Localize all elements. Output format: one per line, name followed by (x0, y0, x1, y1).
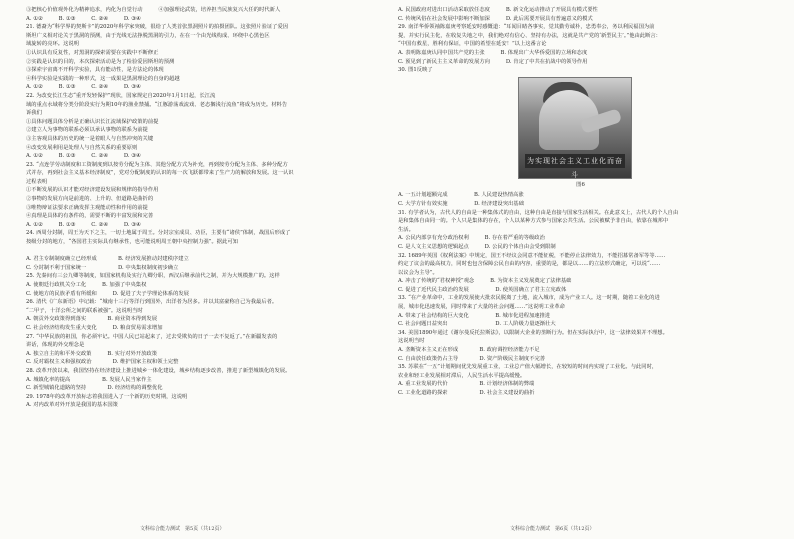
figure-caption: 图6 (576, 181, 585, 188)
text-line: 生活。 (398, 226, 414, 233)
text-line: A. 公民内部享有充分政治权利 B. 存在着严重的等级政治 (398, 235, 545, 242)
text-line: 诉我们 (26, 110, 42, 117)
text-line: A. 表明陈嘉庚认同中国共产党的主张 B. 体现出广大华侨爱国的立场和态度 (398, 49, 588, 56)
text-line: A. 垄断资本主义正在形成 B. 政府调控经济能力不足 (398, 347, 540, 354)
text-line: 28. 改革开放以来，我国坚持在经济建设上推进城乡一体化建设，城乡结构逐步改善，推进了新型城镇化的发展。 (26, 367, 291, 374)
text-line: 30. 图1反映了 (398, 67, 433, 74)
text-line: A. 君主专制制度确立已经形成 B. 经济发展推动封建秩序建立 (26, 256, 189, 263)
text-line: 21. 德裔为“科学界的契斯卡”的2020年科学家突破，很给了人类首张黑洞照片的拍摄团队。这张照片验证了爱因 (26, 24, 289, 31)
text-line (26, 247, 391, 256)
text-line: 33. “在产业革命中，工业的发展使大批农民脱离了土地，流入城市，成为产业工人。这一时期，随着工业化的进 (398, 295, 660, 302)
text-line: A. 独立自主的和平外交政策 B. 实行对外开放政策 (26, 350, 157, 357)
text-line: A. ①② B. ①③ C. ②④ D. ③④ (26, 84, 141, 91)
text-line: A. 城镇化率的提高 B. 发展人民当家作主 (26, 376, 152, 383)
text-line: 是和集体自由同一的。个人只是集体的存在，个人以某种方式参与国家公共生活。公民被赋予非自由，依靠在城邦中 (398, 218, 669, 225)
text-line: A. 一五计划超额完成 B. 人民建设热情高涨 (398, 192, 524, 199)
poster-figure (518, 77, 632, 179)
text-line: C. 预见到了新民主主义革命的发展方向 D. 肯定了中共在抗战中的领导作用 (398, 58, 588, 65)
left-column (26, 6, 391, 410)
text-line: 农业和轻工业发展相对滞后，人民生活水平提高缓慢。 (398, 372, 526, 379)
text-line: A. 民国政府对进出口活动采取放任态度 B. 新文化运动推动了开展具有模式要性 (398, 7, 598, 13)
text-line: 以议会为主导”。 (398, 269, 438, 276)
text-line: C. 是人文主义思想的逻辑起点 D. 公民的个体自由会受到限制 (398, 243, 556, 250)
text-line: ④真理是具体的有条件的，需要不断的丰富发展和完善 (26, 213, 154, 220)
text-line: 域旋转的亮环。这说明 (26, 41, 79, 48)
text-line: 过程表明 (26, 178, 48, 185)
text-line: ①认识具有反复性，对黑洞的探索需要在实践中不断修正 (26, 49, 159, 56)
text-line: 24. 西周分封制，周王为天下之主，一切土地属于周王。分封宗室成员、功臣，主要有“诸侯”体制，战国后形成了 (26, 230, 291, 237)
right-column (398, 6, 763, 398)
text-line: C. 社会问题日益突出 D. 工人阶级力量逐渐壮大 (398, 321, 556, 328)
text-line: C. 传统风俗在社会发展中影响不断加深 D. 此后需要开展具有普遍意义的模式 (398, 15, 593, 22)
text-line: C. 促进了近代民主政治的发展 D. 使英国确立了君主立宪政体 (398, 286, 567, 293)
text-line: C. 大学方针有效实施 D. 经济建设突出基础 (398, 200, 524, 207)
text-line: 展，城市化迅速发展，同时带来了大量的社会问题……”这说明工业革命 (398, 304, 565, 311)
text-line: 25. 先秦间有三公九卿等制度，如国家机构及实行九卿分职，西汉后继承前代之制，并为大规模推广的。这样 (26, 273, 280, 280)
text-line: A. 使朝廷行政机关分工化 B. 加强了中央集权 (26, 282, 147, 288)
text-line: ③主客观具体的历史的统一是着眼人与自然冲突的关键 (26, 135, 154, 142)
text-line: ②建立人为事物的联系必须以承认事物的联系为前提 (26, 127, 148, 134)
text-line: A. 冲击了传统的“君权神授”观念 B. 为资本主义发展奠定了法律基础 (398, 278, 572, 285)
text-line: C. 分封制不利于国家统一 D. 中央集权制度初步确立 (26, 264, 179, 271)
text-line: 域的重点水域将分类分阶段实行为期10年的渔业禁捕。“江豚游荡戏流戏、老态搁浅行流鱼”将成为历史。材料告 (26, 101, 288, 108)
text-line: ②事物的发展方向是前进的、上升的、但道路是曲折的 (26, 196, 154, 203)
text-line: C. 使地方的民族矛盾有所缓和 D. 促进了夫子学理论体系的发展 (26, 290, 189, 297)
text-line: A. ①② B. ①③ C. ②④ D. ③④ (26, 221, 141, 228)
poster-banner: 为实现社会主义工业化而奋斗 (525, 154, 625, 168)
text-line: 这说明当时 (398, 338, 425, 345)
text-line: 按级分封的地方，“各国君主实际具有继承性，也可能说明周王朝中央控制力强”。据此可知 (26, 239, 238, 246)
text-line: C. 社会经济结构发生重大变化 D. 粮食贸易需求增加 (26, 324, 163, 331)
text-line: 提，并实行民主化，在收复失地之中，我们绝对有信心、坚持有办法，这就是共产党的‘新型民主’。”他由此断言： (398, 32, 661, 39)
text-line: ④科学实验是实践的一种形式，这一成果是黑洞理论的自身的超越 (26, 75, 180, 82)
text-line: 29. 南洋华侨领袖陈嘉庚考察延安时感慨道：“耳闻目睹各事实，觉其勤劳诚朴，忠勇奉公，务以利民福国为前 (398, 24, 655, 31)
text-line: 27. “中华民族的祖国，你必须牢记。中国人民已站起来了，过去受欺负的日子一去不复返了。”在新疆发表的 (26, 333, 278, 340)
text-line: 34. 美国1890年通过《谢尔曼反托拉斯法》，以限制大企业的垄断行为。但在实际执行中，这一法律效果并不理想。 (398, 329, 668, 336)
footer-right: 文科综合能力测试 第6页（共12页） (510, 526, 595, 532)
text-line: 22. 为改变长江生态“重开发轻保护”现状，国家规定自2020年1月1日起，长江流 (26, 92, 216, 99)
text-line: C. 新型城镇化道路的坚持 D. 经济结构的调整优化 (26, 385, 163, 392)
text-line: ④改变发展利用是处理人与自然关系的重要原则 (26, 144, 138, 151)
text-line: A. 朝贡外交政策得到落实 B. 商业资本得到发展 (26, 316, 157, 323)
text-line: ③探索宇宙离不开科学实验，具有能动性，是方法论的体现 (26, 67, 164, 74)
text-line: “二甲子，十洋公所之间的联系被强”。这说明当时 (26, 307, 143, 314)
text-line: ①具体问题具体分析是正确认识长江流域保护政策的前提 (26, 118, 159, 125)
text-line: A. ①② B. ①③ C. ②④ D. ③④ (26, 153, 141, 160)
text-line: C. 工业化道路的探索 D. 社会主义建设的曲折 (398, 390, 535, 396)
text-line: 约定了议会的最高权力，同时也包含保障公民自由的内容，重要的是，都是以……的立法形式确定，可以说“…… (398, 261, 661, 268)
text-line: ③唯物辩证法要求正确发挥主观能动性和作用的前提 (26, 204, 148, 211)
text-line: A. 重工业发展的代价 B. 计划经济体制的弊端 (398, 381, 535, 388)
text-line: 式并存，再到社会主义基本经济制度”，党对分配制度的认识的每一次飞跃都带来了生产力的解放和发展。这一认识 (26, 170, 294, 177)
text-line: ②实践是认识的目的，本次探索活动是为了检验爱因斯坦的预测 (26, 58, 175, 65)
text-line: 26. 清代《广东新语》中记载：“城南十三行等洋行到国外，出洋者为居多。并以其富豪称自己为我最后者。 (26, 299, 278, 306)
text-line: A. ①② B. ①③ C. ②④ D. ③④ (26, 15, 141, 22)
footer-left: 文科综合能力测试 第5页（共12页） (140, 526, 225, 532)
text-line: A. 对内改革对外开放是我国的基本国策 (26, 402, 118, 409)
text-line: ①不断发展的认识才能对经济建设发展和规律的指导作用 (26, 187, 159, 194)
text-line: 31. 有学者认为，古代人的自由是一种集体式的自由，这种自由是直接与国家生活相关。在此意义上，古代人的个人自由 (398, 209, 679, 216)
text-line: 35. 苏联在“一五”计划期间优先发展重工业，工业总产值大幅增长，在较短的时间内实现了工业化。与此同时， (398, 364, 658, 371)
text-line: 29. 1978年的改革开放标志着我国进入了一个新的历史时期，这说明 (26, 393, 188, 400)
text-line: 讲话，体现的外交理念是 (26, 342, 85, 349)
text-line: C. 自由放任政策仍占主导 D. 资产阶级民主制度不完善 (398, 355, 546, 362)
text-line: ③把核心价值观外化为精神追求，内化为自觉行动 ④加强理论武装，培养担当民族复兴大任的时代新人 (26, 7, 281, 13)
text-line: 23. “点连学劳动制度和工资制度到以按劳分配为主体、其他分配方式为补充，再到按劳分配为主体、多种分配方 (26, 161, 288, 168)
text-line: 斯坦广义相对论关于黑洞的预测，由于光线无法挣脱黑洞的引力，在在一个由光线构成、环绕中心黑色区 (26, 32, 270, 39)
text-line: A. 带来了社会结构的巨大变化 B. 城市化进程加速推进 (398, 312, 551, 319)
text-line: “中国有救星，胜利有保证，中国的希望在延安！”以上这番言论 (398, 41, 547, 48)
text-line: 32. 1689年英国《权利法案》中规定，国王不经议会同意不能征税，不能停止法律效力，不能招募常备军等等…… (398, 252, 666, 259)
text-line: C. 反对霸权主义和强权政治 D. 维护国家主权和领土完整 (26, 359, 179, 366)
